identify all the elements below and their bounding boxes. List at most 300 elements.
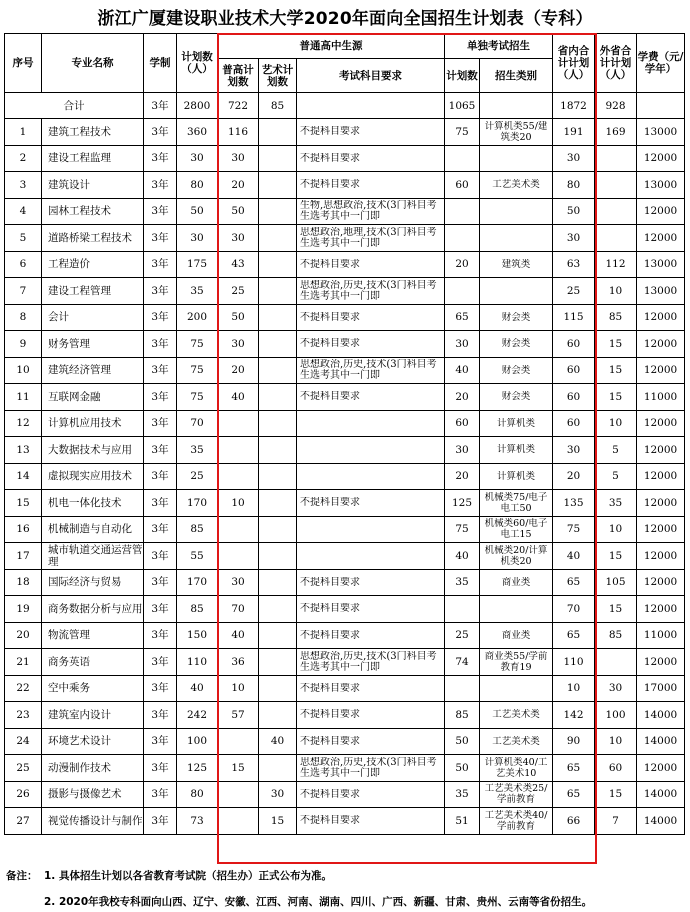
cell-tuition xyxy=(637,543,685,570)
cell-plan-text: 55 xyxy=(190,549,204,562)
cell-plan-text: 30 xyxy=(190,231,204,244)
cell-plan-text: 80 xyxy=(190,178,204,191)
cell-years xyxy=(144,463,177,490)
cell-separate-plan-text: 35 xyxy=(455,788,469,801)
cell-separate-plan xyxy=(445,119,480,146)
table-row xyxy=(5,331,685,358)
cell-requirement xyxy=(297,225,445,252)
cell-separate-plan-text: 74 xyxy=(455,655,469,668)
cell-major xyxy=(42,543,144,570)
cell-category xyxy=(480,622,553,649)
cell-major-text: 建设工程监理 xyxy=(48,152,111,165)
cell-in-province-text: 115 xyxy=(563,311,584,324)
cell-category xyxy=(480,808,553,835)
header-seq: 序号 xyxy=(5,34,42,93)
cell-tuition xyxy=(637,119,685,146)
cell-category-text: 商业类 xyxy=(501,629,531,641)
cell-in-province xyxy=(553,278,595,305)
cell-category xyxy=(480,198,553,225)
cell-general-text: 10 xyxy=(231,682,245,695)
table-row xyxy=(5,198,685,225)
cell-art xyxy=(259,622,297,649)
cell-general xyxy=(218,198,259,225)
cell-category xyxy=(480,357,553,384)
cell-requirement-text: 生物,思想政治,技术(3门科目考生选考其中一门即 xyxy=(300,200,437,223)
header-art-plan: 艺术计划数 xyxy=(259,59,297,93)
cell-general xyxy=(218,516,259,543)
cell-major-text: 机械制造与自动化 xyxy=(48,523,132,536)
cell-tuition xyxy=(637,172,685,199)
cell-category xyxy=(480,172,553,199)
cell-tuition-text: 12000 xyxy=(643,549,678,562)
cell-major xyxy=(42,596,144,623)
cell-general xyxy=(218,596,259,623)
cell-major xyxy=(42,569,144,596)
cell-requirement xyxy=(297,569,445,596)
cell-major xyxy=(42,516,144,543)
cell-out-province-text: 10 xyxy=(608,735,623,748)
cell-general-text: 10 xyxy=(231,496,245,509)
cell-seq xyxy=(5,649,42,676)
cell-tuition-text: 11000 xyxy=(643,629,678,642)
cell-separate-plan xyxy=(445,384,480,411)
cell-major xyxy=(42,649,144,676)
cell-seq xyxy=(5,278,42,305)
cell-in-province xyxy=(553,410,595,437)
cell-requirement-text: 不提科目要求 xyxy=(300,179,360,191)
table-row xyxy=(5,755,685,782)
cell-tuition-text: 12000 xyxy=(643,152,678,165)
cell-separate-plan xyxy=(445,251,480,278)
cell-tuition xyxy=(637,437,685,464)
total-years: 3年 xyxy=(144,93,177,119)
cell-separate-plan-text: 50 xyxy=(455,735,469,748)
cell-tuition xyxy=(637,331,685,358)
cell-art xyxy=(259,463,297,490)
cell-out-province xyxy=(595,357,637,384)
cell-art xyxy=(259,675,297,702)
cell-plan xyxy=(177,675,218,702)
cell-art xyxy=(259,728,297,755)
cell-requirement-text: 不提科目要求 xyxy=(300,576,360,588)
table-row xyxy=(5,384,685,411)
cell-in-province xyxy=(553,808,595,835)
cell-tuition xyxy=(637,781,685,808)
cell-out-province-text: 7 xyxy=(612,814,619,827)
cell-art xyxy=(259,225,297,252)
cell-plan-text: 200 xyxy=(186,311,208,324)
cell-plan xyxy=(177,410,218,437)
cell-major xyxy=(42,702,144,729)
cell-out-province-text: 10 xyxy=(608,417,623,430)
cell-separate-plan-text: 50 xyxy=(455,761,469,774)
cell-in-province xyxy=(553,543,595,570)
cell-major-text: 建筑设计 xyxy=(48,178,90,191)
cell-category-text: 工艺美术类 xyxy=(492,735,540,747)
cell-major xyxy=(42,622,144,649)
cell-in-province xyxy=(553,251,595,278)
cell-years xyxy=(144,198,177,225)
cell-requirement-text: 不提科目要求 xyxy=(300,709,360,721)
cell-in-province-text: 75 xyxy=(566,523,581,536)
cell-separate-plan xyxy=(445,198,480,225)
cell-out-province xyxy=(595,516,637,543)
cell-separate-plan-text: 30 xyxy=(455,443,469,456)
cell-plan xyxy=(177,516,218,543)
cell-tuition-text: 12000 xyxy=(643,470,678,483)
cell-seq-text: 1 xyxy=(19,125,27,138)
cell-major-text: 园林工程技术 xyxy=(48,205,111,218)
cell-in-province xyxy=(553,437,595,464)
cell-years xyxy=(144,331,177,358)
total-row xyxy=(5,93,685,119)
total-requirement xyxy=(297,93,445,119)
cell-years xyxy=(144,410,177,437)
cell-general-text: 50 xyxy=(231,311,245,324)
cell-seq xyxy=(5,357,42,384)
cell-years-text: 3年 xyxy=(151,231,169,244)
cell-requirement xyxy=(297,278,445,305)
cell-years-text: 3年 xyxy=(151,470,169,483)
table-row xyxy=(5,649,685,676)
cell-years-text: 3年 xyxy=(151,258,169,271)
table-row xyxy=(5,304,685,331)
cell-tuition-text: 12000 xyxy=(643,231,678,244)
cell-out-province xyxy=(595,649,637,676)
header-years: 学制 xyxy=(144,34,177,93)
cell-in-province xyxy=(553,781,595,808)
cell-in-province-text: 65 xyxy=(566,788,581,801)
cell-requirement xyxy=(297,463,445,490)
cell-in-province xyxy=(553,304,595,331)
header-major: 专业名称 xyxy=(42,34,144,93)
cell-requirement-text: 不提科目要求 xyxy=(300,788,360,800)
cell-separate-plan-text: 60 xyxy=(455,178,469,191)
cell-in-province-text: 20 xyxy=(566,470,581,483)
cell-years xyxy=(144,145,177,172)
table-row xyxy=(5,119,685,146)
cell-category xyxy=(480,702,553,729)
cell-general-text: 30 xyxy=(231,231,245,244)
cell-general xyxy=(218,278,259,305)
cell-category xyxy=(480,781,553,808)
cell-major-text: 道路桥梁工程技术 xyxy=(48,231,132,244)
cell-in-province-text: 80 xyxy=(566,178,581,191)
cell-out-province-text: 15 xyxy=(608,364,623,377)
cell-requirement xyxy=(297,490,445,517)
cell-years xyxy=(144,278,177,305)
cell-major-text: 物流管理 xyxy=(48,629,90,642)
cell-category xyxy=(480,437,553,464)
cell-years-text: 3年 xyxy=(151,761,169,774)
cell-separate-plan-text: 35 xyxy=(455,576,469,589)
cell-plan xyxy=(177,198,218,225)
cell-years xyxy=(144,543,177,570)
cell-separate-plan xyxy=(445,569,480,596)
cell-major-text: 城市轨道交通运营管理 xyxy=(48,543,143,568)
cell-seq xyxy=(5,516,42,543)
table-row xyxy=(5,145,685,172)
cell-tuition xyxy=(637,251,685,278)
cell-category-text: 工艺美术类 xyxy=(492,179,540,191)
cell-seq-text: 21 xyxy=(16,655,30,668)
cell-tuition xyxy=(637,755,685,782)
cell-out-province-text: 35 xyxy=(608,496,623,509)
cell-seq xyxy=(5,198,42,225)
cell-seq-text: 16 xyxy=(16,523,30,536)
cell-seq-text: 9 xyxy=(19,337,27,350)
cell-years xyxy=(144,596,177,623)
cell-plan xyxy=(177,622,218,649)
cell-seq-text: 20 xyxy=(16,629,30,642)
cell-years-text: 3年 xyxy=(151,364,169,377)
cell-requirement xyxy=(297,543,445,570)
cell-out-province xyxy=(595,781,637,808)
cell-out-province xyxy=(595,225,637,252)
cell-in-province xyxy=(553,331,595,358)
cell-separate-plan xyxy=(445,357,480,384)
cell-tuition-text: 13000 xyxy=(643,258,678,271)
cell-plan xyxy=(177,278,218,305)
cell-in-province xyxy=(553,490,595,517)
cell-plan xyxy=(177,728,218,755)
cell-major-text: 财务管理 xyxy=(48,337,90,350)
total-category xyxy=(480,93,553,119)
cell-plan xyxy=(177,145,218,172)
cell-plan xyxy=(177,781,218,808)
cell-tuition-text: 12000 xyxy=(643,761,678,774)
cell-tuition xyxy=(637,516,685,543)
cell-out-province xyxy=(595,543,637,570)
cell-plan-text: 242 xyxy=(186,708,208,721)
total-tuition xyxy=(637,93,685,119)
enrollment-plan-table xyxy=(4,33,685,835)
cell-seq xyxy=(5,543,42,570)
cell-seq xyxy=(5,463,42,490)
table-row xyxy=(5,702,685,729)
cell-category xyxy=(480,728,553,755)
cell-out-province-text: 10 xyxy=(608,284,623,297)
cell-out-province-text: 10 xyxy=(608,523,623,536)
cell-seq-text: 8 xyxy=(19,311,27,324)
cell-tuition xyxy=(637,304,685,331)
table-row xyxy=(5,357,685,384)
cell-in-province-text: 30 xyxy=(566,152,581,165)
table-row xyxy=(5,516,685,543)
cell-art xyxy=(259,119,297,146)
cell-out-province-text: 85 xyxy=(608,629,623,642)
cell-requirement-text: 不提科目要求 xyxy=(300,682,360,694)
cell-seq-text: 5 xyxy=(19,231,27,244)
cell-tuition xyxy=(637,410,685,437)
cell-general-text: 57 xyxy=(231,708,245,721)
cell-plan xyxy=(177,119,218,146)
cell-tuition-text: 12000 xyxy=(643,364,678,377)
cell-plan-text: 50 xyxy=(190,205,204,218)
cell-seq-text: 12 xyxy=(16,417,30,430)
cell-major-text: 摄影与摄像艺术 xyxy=(48,788,122,801)
cell-art-text: 40 xyxy=(270,735,285,748)
cell-in-province-text: 40 xyxy=(566,549,581,562)
cell-seq-text: 25 xyxy=(16,761,30,774)
table-row xyxy=(5,569,685,596)
cell-out-province xyxy=(595,172,637,199)
cell-separate-plan-text: 125 xyxy=(451,496,473,509)
cell-tuition-text: 12000 xyxy=(643,443,678,456)
cell-requirement-text: 不提科目要求 xyxy=(300,258,360,270)
cell-major-text: 环境艺术设计 xyxy=(48,735,111,748)
cell-category xyxy=(480,463,553,490)
cell-years xyxy=(144,225,177,252)
cell-seq-text: 13 xyxy=(16,443,30,456)
total-in-province: 1872 xyxy=(553,93,595,119)
cell-general-text: 20 xyxy=(231,178,245,191)
note-1: 1. 具体招生计划以各省教育考试院（招生办）正式公布为准。 xyxy=(44,870,332,882)
cell-separate-plan xyxy=(445,304,480,331)
cell-plan xyxy=(177,172,218,199)
cell-major-text: 空中乘务 xyxy=(48,682,90,695)
cell-tuition-text: 12000 xyxy=(643,311,678,324)
cell-requirement-text: 思想政治,历史,技术(3门科目考生选考其中一门即 xyxy=(300,650,437,673)
cell-category xyxy=(480,278,553,305)
cell-separate-plan-text: 65 xyxy=(455,311,469,324)
cell-requirement-text: 不提科目要求 xyxy=(300,311,360,323)
cell-out-province xyxy=(595,675,637,702)
cell-years-text: 3年 xyxy=(151,708,169,721)
table-row xyxy=(5,463,685,490)
cell-general-text: 30 xyxy=(231,152,245,165)
cell-major-text: 计算机应用技术 xyxy=(48,417,122,430)
cell-in-province-text: 10 xyxy=(566,682,581,695)
cell-years-text: 3年 xyxy=(151,549,169,562)
total-label: 合计 xyxy=(5,93,144,119)
cell-general xyxy=(218,145,259,172)
cell-art xyxy=(259,278,297,305)
cell-years-text: 3年 xyxy=(151,496,169,509)
cell-requirement xyxy=(297,781,445,808)
cell-seq xyxy=(5,728,42,755)
cell-general xyxy=(218,569,259,596)
cell-tuition xyxy=(637,198,685,225)
cell-general-text: 30 xyxy=(231,337,245,350)
cell-years-text: 3年 xyxy=(151,576,169,589)
cell-seq-text: 22 xyxy=(16,682,30,695)
cell-separate-plan-text: 40 xyxy=(455,549,469,562)
cell-tuition xyxy=(637,596,685,623)
cell-in-province xyxy=(553,198,595,225)
cell-major xyxy=(42,119,144,146)
cell-separate-plan-text: 20 xyxy=(455,390,469,403)
cell-tuition-text: 13000 xyxy=(643,125,678,138)
cell-requirement xyxy=(297,119,445,146)
cell-tuition xyxy=(637,278,685,305)
cell-in-province xyxy=(553,463,595,490)
cell-out-province xyxy=(595,145,637,172)
cell-category-text: 计算机类40/工艺美术10 xyxy=(484,756,548,779)
cell-tuition xyxy=(637,569,685,596)
cell-requirement-text: 不提科目要求 xyxy=(300,126,360,138)
cell-seq xyxy=(5,145,42,172)
cell-years-text: 3年 xyxy=(151,284,169,297)
cell-years xyxy=(144,649,177,676)
cell-separate-plan xyxy=(445,649,480,676)
cell-seq xyxy=(5,119,42,146)
cell-requirement xyxy=(297,251,445,278)
cell-major xyxy=(42,437,144,464)
cell-seq-text: 4 xyxy=(19,205,27,218)
cell-tuition-text: 13000 xyxy=(643,178,678,191)
cell-tuition xyxy=(637,490,685,517)
cell-plan xyxy=(177,596,218,623)
cell-out-province xyxy=(595,755,637,782)
cell-separate-plan xyxy=(445,331,480,358)
cell-seq xyxy=(5,384,42,411)
cell-major-text: 商务数据分析与应用 xyxy=(48,602,143,615)
cell-plan-text: 170 xyxy=(186,576,208,589)
cell-in-province xyxy=(553,384,595,411)
table-row xyxy=(5,172,685,199)
cell-art xyxy=(259,649,297,676)
cell-art-text: 30 xyxy=(270,788,285,801)
cell-tuition-text: 12000 xyxy=(643,337,678,350)
cell-out-province xyxy=(595,437,637,464)
header-requirement: 考试科目要求 xyxy=(297,59,445,93)
cell-years xyxy=(144,808,177,835)
total-plan: 2800 xyxy=(177,93,218,119)
cell-separate-plan xyxy=(445,410,480,437)
cell-years-text: 3年 xyxy=(151,788,169,801)
cell-general xyxy=(218,728,259,755)
cell-plan xyxy=(177,649,218,676)
total-separate-plan: 1065 xyxy=(445,93,480,119)
cell-tuition xyxy=(637,728,685,755)
table-row xyxy=(5,490,685,517)
cell-requirement xyxy=(297,410,445,437)
cell-in-province-text: 90 xyxy=(566,735,581,748)
cell-plan-text: 110 xyxy=(186,655,208,668)
cell-category xyxy=(480,331,553,358)
cell-art-text: 15 xyxy=(270,814,285,827)
cell-requirement-text: 不提科目要求 xyxy=(300,815,360,827)
cell-separate-plan xyxy=(445,543,480,570)
cell-art xyxy=(259,543,297,570)
cell-major-text: 互联网金融 xyxy=(48,390,101,403)
cell-in-province-text: 135 xyxy=(563,496,584,509)
cell-seq-text: 26 xyxy=(16,788,30,801)
cell-category xyxy=(480,675,553,702)
cell-major xyxy=(42,331,144,358)
cell-tuition-text: 12000 xyxy=(643,576,678,589)
cell-out-province xyxy=(595,622,637,649)
cell-in-province xyxy=(553,728,595,755)
cell-requirement xyxy=(297,596,445,623)
cell-category xyxy=(480,145,553,172)
cell-tuition-text: 12000 xyxy=(643,523,678,536)
cell-out-province-text: 15 xyxy=(608,390,623,403)
table-row xyxy=(5,675,685,702)
cell-category-text: 工艺美术类40/学前教育 xyxy=(484,809,548,832)
cell-in-province xyxy=(553,702,595,729)
cell-category-text: 机械类75/电子电工50 xyxy=(484,491,548,514)
cell-requirement xyxy=(297,675,445,702)
cell-years-text: 3年 xyxy=(151,602,169,615)
cell-category-text: 财会类 xyxy=(501,338,531,350)
cell-separate-plan-text: 75 xyxy=(455,523,469,536)
cell-tuition xyxy=(637,808,685,835)
cell-years xyxy=(144,172,177,199)
cell-separate-plan xyxy=(445,225,480,252)
cell-years-text: 3年 xyxy=(151,814,169,827)
